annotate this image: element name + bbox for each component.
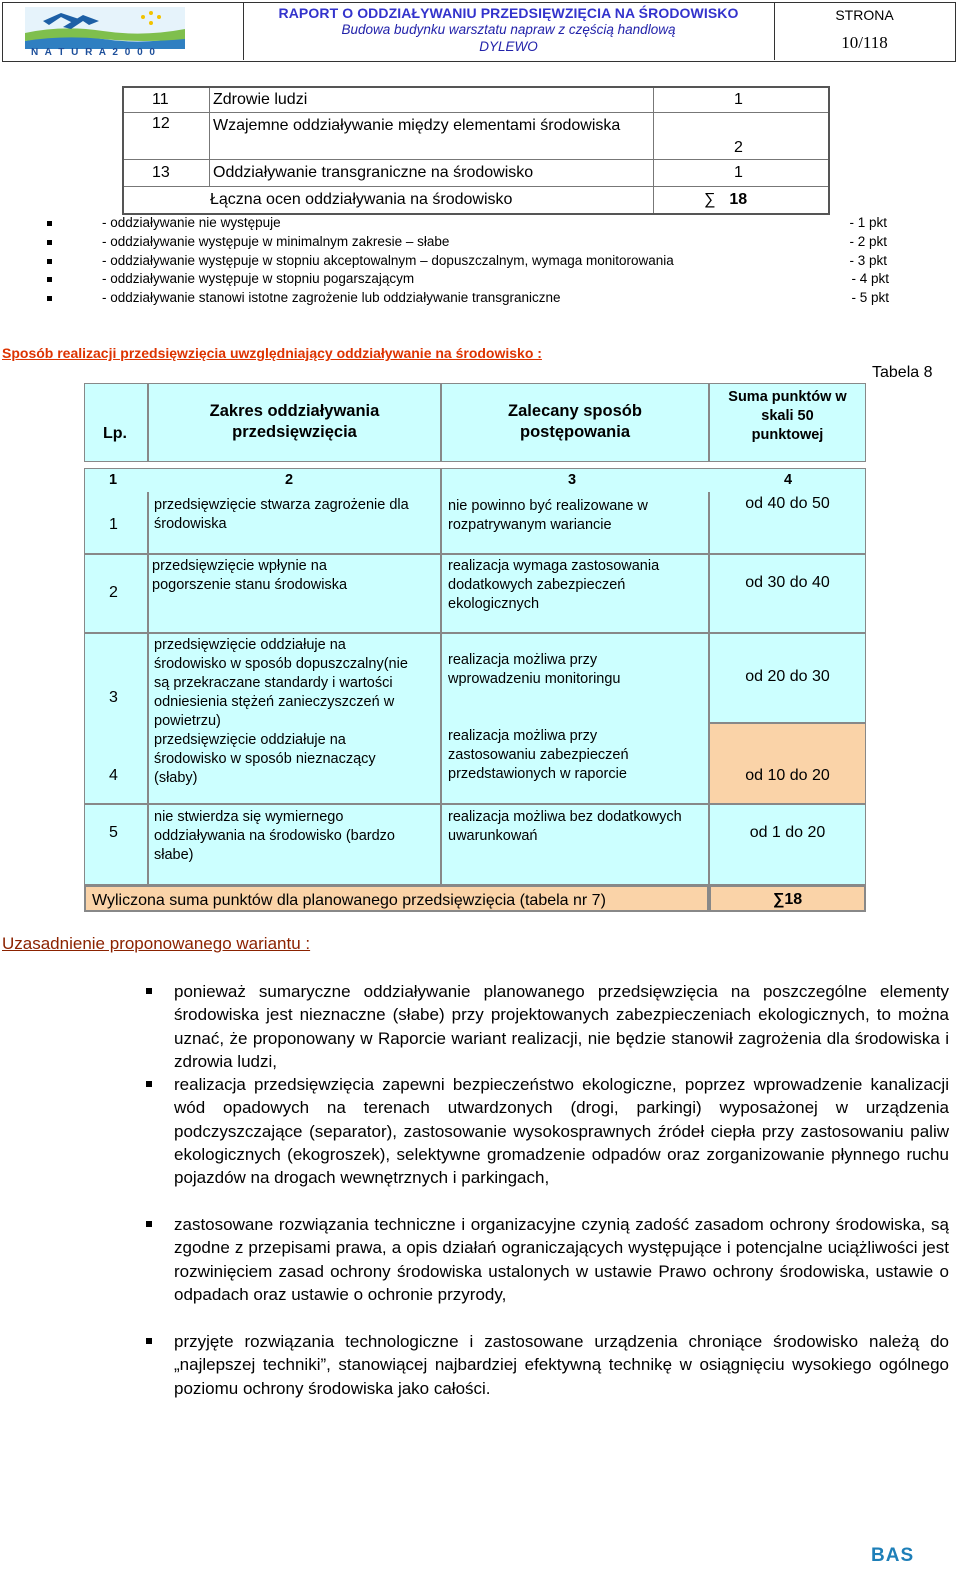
row-number: 12 [124,113,210,159]
row-text: Zdrowie ludzi [210,88,654,112]
total-label: Łączna ocen oddziaływania na środowisko [210,187,654,213]
legend-points: - 5 pkt [851,290,889,306]
legend-text: - oddziaływanie występuje w minimalnym zakresie – słabe [102,233,450,249]
list-item: przyjęte rozwiązania technologiczne i zastosowane urządzenia chroniące środowisko należą do „najlepszej techniki”, stanowiącej najbardziej efektywną technikę w osiągnięciu wysokiego ogólnego poziomu ochrony środowiska jako całości. [146,1330,949,1400]
row-sposob: realizacja możliwa bez dodatkowych uwarunkowań [441,804,709,885]
row-suma: od 40 do 50 [709,492,866,554]
legend-points: - 1 pkt [849,215,887,230]
report-subtitle: Budowa budynku warsztatu napraw z częścią handlową [341,22,676,37]
col-number: 3 [568,472,577,488]
total-value: 18 [729,191,748,208]
list-item [47,233,892,252]
table-total-row [124,187,828,213]
total-cell [654,187,828,213]
bullet-icon [146,988,152,994]
bullet-icon [146,1338,152,1344]
bullet-icon [146,1221,152,1227]
table-row [124,113,828,160]
list-item [47,252,892,271]
legend-text: - oddziaływanie występuje w stopniu akceptowalnym – dopuszczalnym, wymaga monitorowania [102,252,674,268]
scoring-legend [47,214,892,308]
list-item: ponieważ sumaryczne oddziaływanie planowanego przedsięwzięcia na poszczególne elementy środowiska jest nieznaczne (słabe) przy projektowanych zabezpieczeniach ekologicznych, to można uznać, że proponowany w Raporcie wariant realizacji, nie będzie stanowił zagrożenia dla środowiska i zdrowia ludzi, [146,980,949,1073]
row-lp: 1 [84,492,148,554]
row-value: 1 [734,164,743,181]
natura-2000-logo [3,3,244,60]
section-title: Sposób realizacji przedsięwzięcia uwzględniający oddziaływanie na środowisko : [2,345,542,361]
row-value: 2 [734,139,743,156]
bullet-icon [47,296,52,301]
bullet-icon [47,221,52,226]
sum-symbol: ∑ [704,191,716,208]
col-number: 1 [109,472,118,488]
page-number-block [774,3,955,60]
row-sposob: realizacja wymaga zastosowania dodatkowych zabezpieczeń ekologicznych [441,554,709,633]
header-title-block [243,3,775,60]
bullet-icon [47,277,52,282]
realization-table [84,383,868,912]
logo-text: N A T U R A 2 0 0 0 [31,47,157,58]
row-text: Wzajemne oddziaływanie między elementami środowiska [210,113,654,159]
footer-label: Wyliczona suma punktów dla planowanego przedsięwzięcia (tabela nr 7) [84,885,709,912]
bullet-icon [47,259,52,264]
header-sposob: Zalecany sposób postępowania [441,383,709,462]
bas-logo: BAS [871,1545,915,1566]
legend-points: - 2 pkt [849,233,887,249]
footer-value: ∑18 [709,885,866,912]
row-lp: 5 [84,804,148,885]
header-suma: Suma punktów w skali 50 punktowej [709,383,866,462]
report-title: RAPORT O ODDZIAŁYWANIU PRZEDSIĘWZIĘCIA NA ŚRODOWISKO [278,5,739,21]
legend-text: - oddziaływanie nie występuje [102,215,281,230]
row-sposob: nie powinno być realizowane w rozpatrywanym wariancie [441,492,709,554]
bullet-icon [47,240,52,245]
justification-title: Uzasadnienie proponowanego wariantu : [2,934,311,953]
page-number: 10/118 [841,33,888,52]
col-number: 2 [285,472,294,488]
report-location: DYLEWO [479,39,538,54]
bullet-icon [146,1081,152,1087]
row-zakres: przedsięwzięcie wpłynie na pogorszenie stanu środowiska [148,554,441,633]
col-number-row [84,468,441,492]
table-row [124,160,828,187]
table-label: Tabela 8 [872,364,933,381]
row-suma-highlighted: od 10 do 20 [709,723,866,804]
header-lp: Lp. [84,383,148,462]
col-number: 4 [784,472,793,488]
row-zakres: nie stwierdza się wymiernego oddziaływania na środowisko (bardzo słabe) [148,804,441,885]
row-lp: 3 4 [84,633,148,804]
row-number: 11 [124,88,210,112]
legend-points: - 4 pkt [851,271,889,287]
list-item [47,214,892,233]
row-zakres: przedsięwzięcie oddziałuje na środowisko w sposób dopuszczalny(nie są przekraczane standardy i wartości odniesienia stężeń zanieczyszczeń w powietrzu) przedsięwzięcie oddziałuje na środowisko w sposób nieznaczący (słaby) [148,633,441,804]
list-item [47,289,892,308]
row-lp: 2 [84,554,148,633]
row-value: 1 [734,91,743,108]
row-suma: od 1 do 20 [709,804,866,885]
table-row [124,88,828,113]
page-header [2,2,956,62]
scores-table [122,86,830,215]
row-suma: od 30 do 40 [709,554,866,633]
header-zakres: Zakres oddziaływania przedsięwzięcia [148,383,441,462]
row-sposob: realizacja możliwa przy wprowadzeniu monitoringu realizacja możliwa przy zastosowaniu zabezpieczeń przedstawionych w raporcie [441,633,709,804]
page-label: STRONA [835,7,894,23]
legend-text: - oddziaływanie stanowi istotne zagrożenie lub oddziaływanie transgraniczne [102,290,561,306]
row-zakres: przedsięwzięcie stwarza zagrożenie dla środowiska [148,492,441,554]
list-item [47,270,892,289]
legend-text: - oddziaływanie występuje w stopniu pogarszającym [102,271,415,287]
row-text: Oddziaływanie transgraniczne na środowisko [210,160,654,186]
legend-points: - 3 pkt [849,252,887,268]
list-item: zastosowane rozwiązania techniczne i organizacyjne czynią zadość zasadom ochrony środowiska, są zgodne z przepisami prawa, a opis działań ograniczających występujące i potencjalne uciążliwości jest rozwinięciem zasad ochrony środowiska ustalonych w ustawie Prawo ochrony środowiska, ustawie o odpadach oraz ustawie o ochronie przyrody, [146,1213,949,1306]
row-number: 13 [124,160,210,186]
list-item: realizacja przedsięwzięcia zapewni bezpieczeństwo ekologiczne, poprzez wprowadzenie kanalizacji wód opadowych na terenach utwardzonych (drogi, parkingi) wyposażonej w urządzenia podczyszczające (separator), zastosowanie wysokosprawnych źródeł ciepła przy zastosowaniu paliw ekologicznych (ekogroszek), selektywne gromadzenie odpadów oraz zorganizowanie płynnego ruchu pojazdów na drogach wewnętrznych i parkingach, [146,1073,949,1189]
row-suma: od 20 do 30 [709,633,866,723]
